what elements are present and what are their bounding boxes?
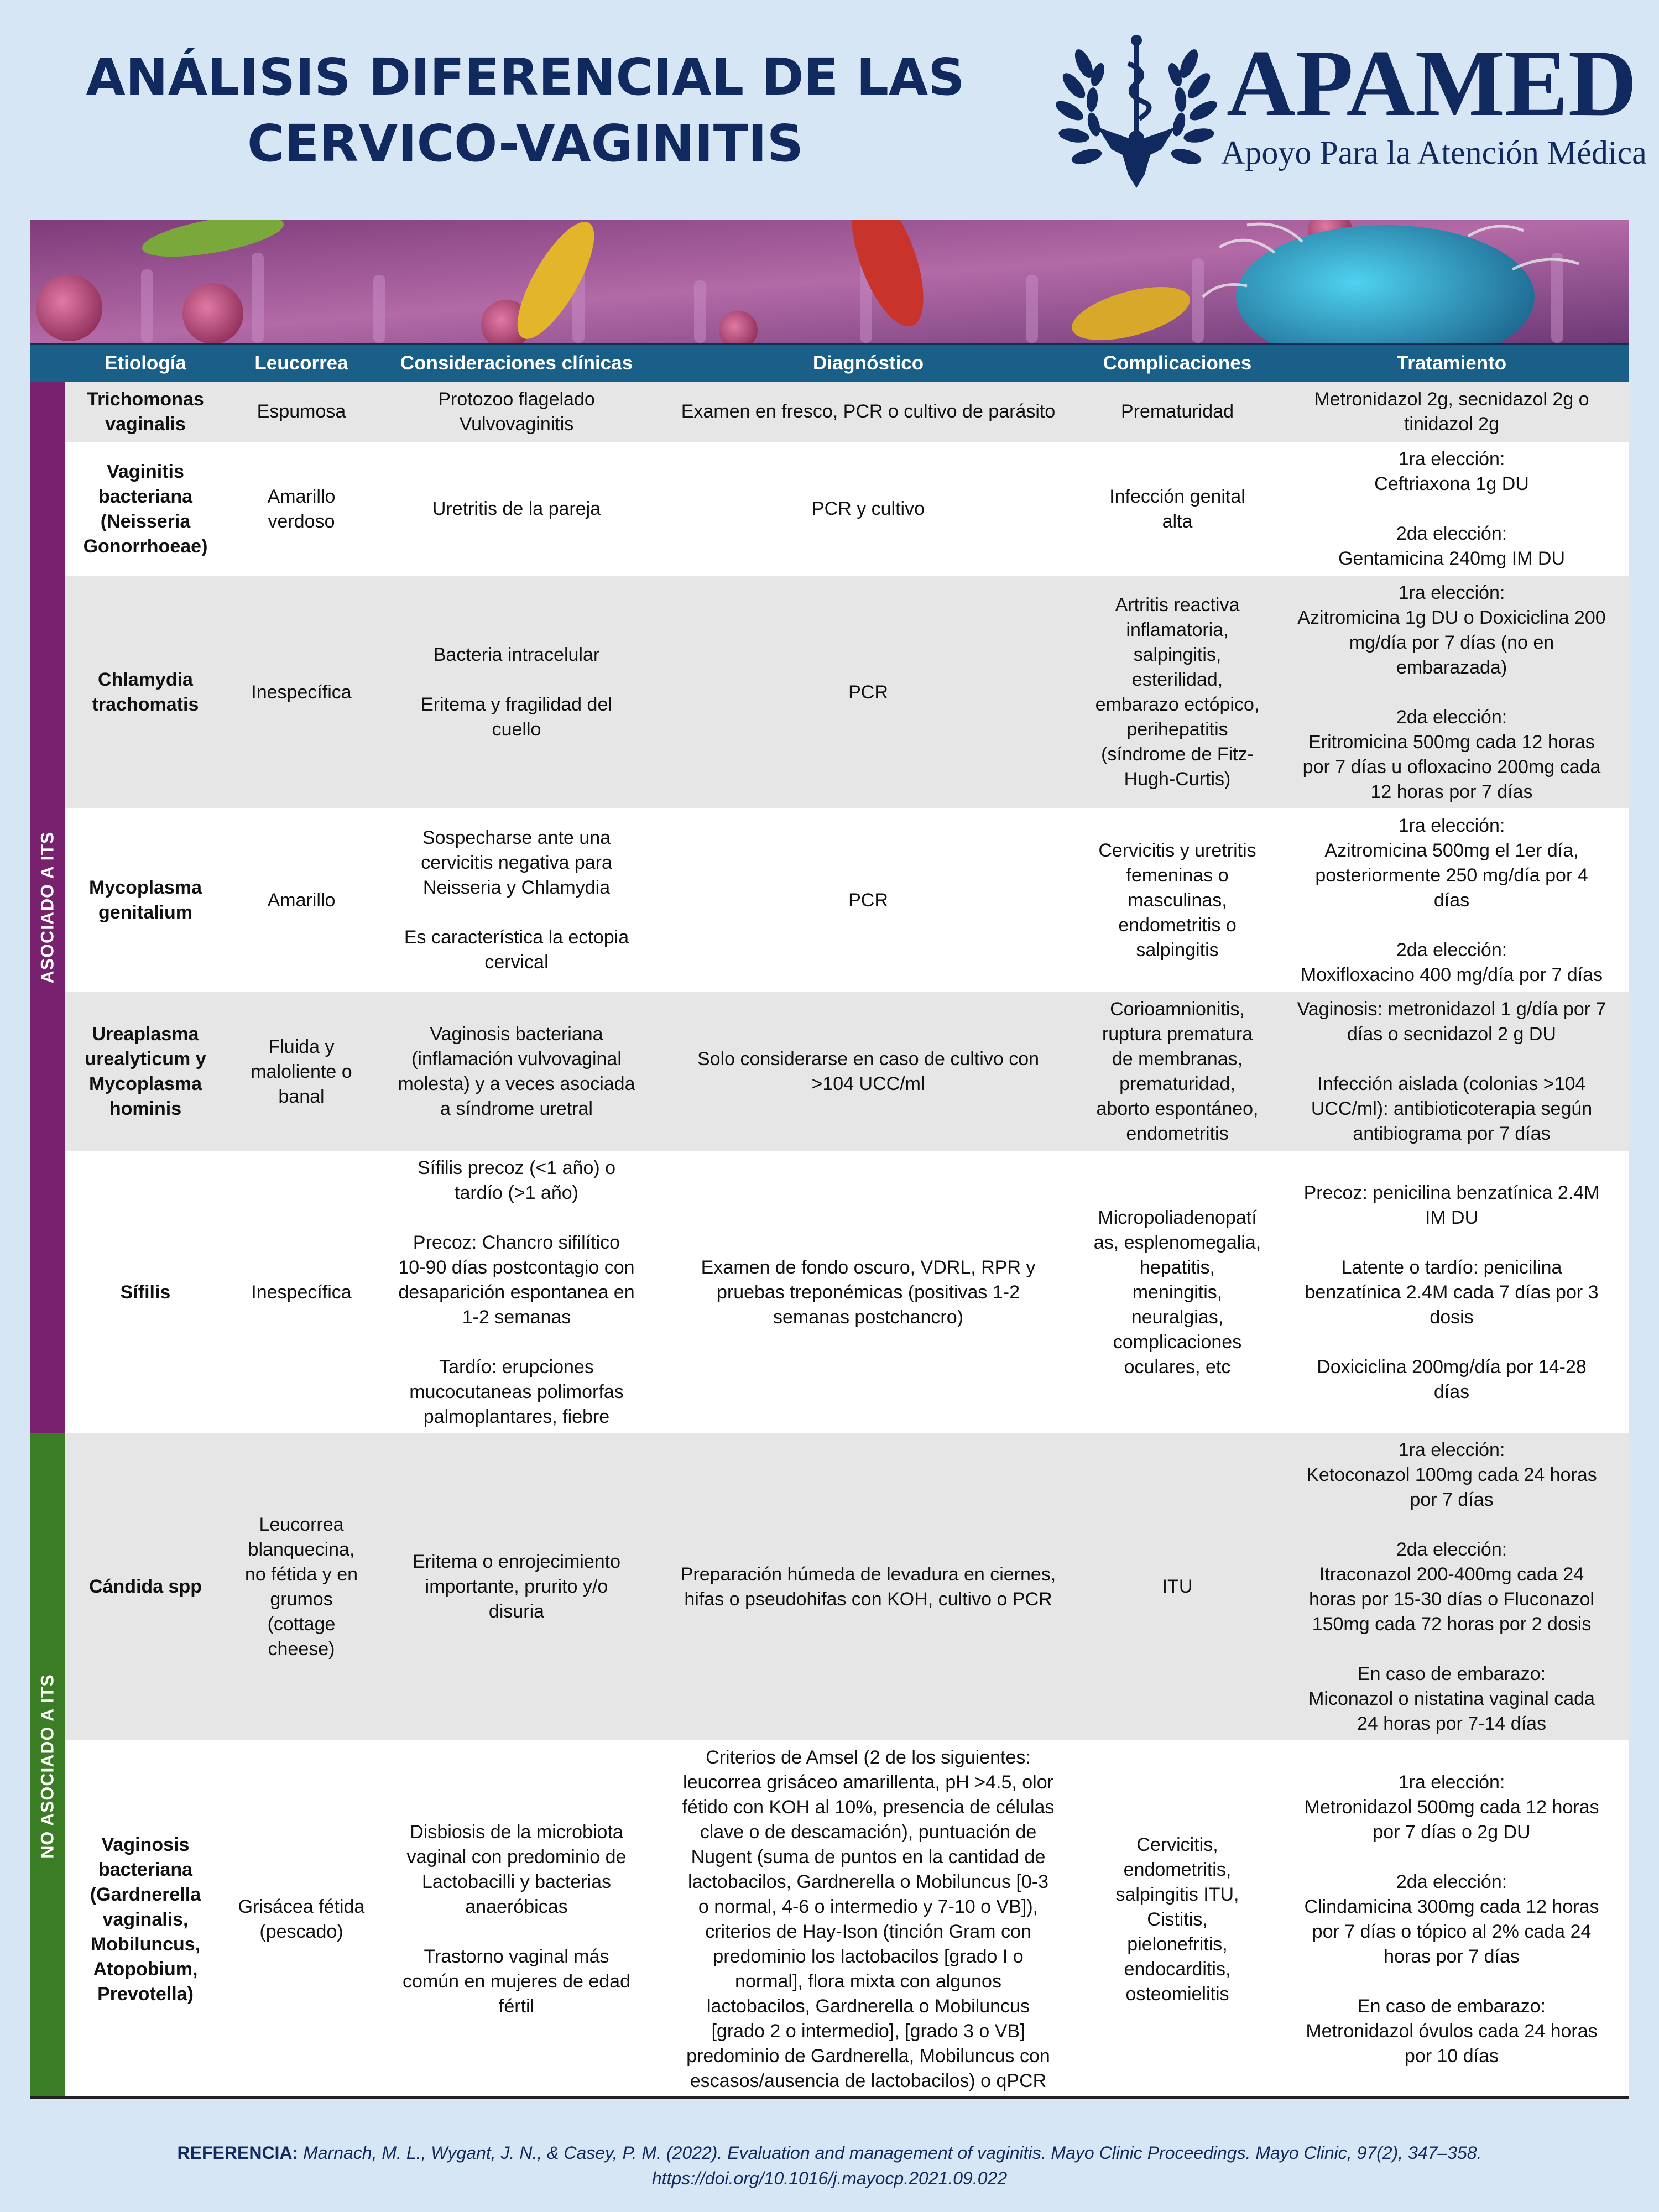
microbes-banner-image bbox=[30, 220, 1629, 343]
cell-tratamiento: 1ra elección: Metronidazol 500mg cada 12 horas por 7 días o 2g DU 2da elección: Clindamicina 300mg cada 12 horas por 7 días o tópico al 2% cada 24 horas por 7 días En caso de embarazo: Metronidazol óvulos cada 24 horas por 10 días bbox=[1275, 1740, 1629, 2099]
group-band-no-its bbox=[30, 1433, 65, 2099]
cell-etiologia: Vaginosis bacteriana (Gardnerella vaginalis, Mobiluncus, Atopobium, Prevotella) bbox=[65, 1740, 226, 2099]
cell-complicaciones: Artritis reactiva inflamatoria, salpingitis, esterilidad, embarazo ectópico, perihepatitis (síndrome de Fitz- Hugh-Curtis) bbox=[1080, 576, 1275, 808]
cell-tratamiento: Metronidazol 2g, secnidazol 2g o tinidazol 2g bbox=[1275, 382, 1629, 442]
header-consideraciones: Consideraciones clínicas bbox=[377, 344, 656, 382]
cell-etiologia: Chlamydia trachomatis bbox=[65, 576, 226, 808]
table-bottom-rule bbox=[30, 2096, 1629, 2099]
cell-consideraciones: Eritema o enrojecimiento importante, prurito y/o disuria bbox=[377, 1433, 656, 1740]
cell-tratamiento: 1ra elección: Ketoconazol 100mg cada 24 horas por 7 días 2da elección: Itraconazol 200-400mg cada 24 horas por 15-30 días o Fluconazol 150mg cada 72 horas por 2 dosis En caso de embarazo: Miconazol o nistatina vaginal cada 24 horas por 7-14 días bbox=[1275, 1433, 1629, 1740]
caduceus-eagle-emblem-icon bbox=[1045, 30, 1228, 196]
cell-consideraciones: Vaginosis bacteriana (inflamación vulvovaginal molesta) y a veces asociada a síndrome uretral bbox=[377, 992, 656, 1151]
cell-tratamiento: 1ra elección: Ceftriaxona 1g DU 2da elección: Gentamicina 240mg IM DU bbox=[1275, 442, 1629, 576]
table-header-row bbox=[30, 344, 1629, 382]
header-tratamiento: Tratamiento bbox=[1275, 344, 1629, 382]
table-row bbox=[30, 1433, 1629, 1740]
cell-diagnostico: Criterios de Amsel (2 de los siguientes: leucorrea grisáceo amarillenta, pH >4.5, olor fétido con KOH al 10%, presencia de células clave o de descamación), puntuación de Nugent (suma de puntos en la cantidad de lactobacilos, Gardnerella o Mobiluncus [0-3 o normal, 4-6 o intermedio y 7-10 o VB]), criterios de Hay-Ison (tinción Gram con predominio los lactobacilos [grado I o normal], flora mixta con algunos lactobacilos, Gardnerella o Mobiluncus [grado 2 o intermedio], [grado 3 o VB] predominio de Gardnerella, Mobiluncus con escasos/ausencia de lactobacilos) o qPCR bbox=[656, 1740, 1080, 2099]
reference-label: REFERENCIA: bbox=[177, 2143, 299, 2163]
cell-complicaciones: Corioamnionitis, ruptura prematura de membranas, prematuridad, aborto espontáneo, endometritis bbox=[1080, 992, 1275, 1151]
cell-tratamiento: Precoz: penicilina benzatínica 2.4M IM DU Latente o tardío: penicilina benzatínica 2.4M cada 7 días por 3 dosis Doxiciclina 200mg/día por 14-28 días bbox=[1275, 1151, 1629, 1433]
table-row bbox=[30, 992, 1629, 1151]
cell-diagnostico: Examen en fresco, PCR o cultivo de parásito bbox=[656, 382, 1080, 442]
cell-complicaciones: Micropoliadenopatí as, esplenomegalia, hepatitis, meningitis, neuralgias, complicaciones oculares, etc bbox=[1080, 1151, 1275, 1433]
title-line-2: CERVICO-VAGINITIS bbox=[247, 114, 804, 173]
title-line-1: ANÁLISIS DIFERENCIAL DE LAS bbox=[86, 48, 965, 107]
cell-tratamiento: 1ra elección: Azitromicina 500mg el 1er día, posteriormente 250 mg/día por 4 días 2da elección: Moxifloxacino 400 mg/día por 7 días bbox=[1275, 808, 1629, 992]
differential-table bbox=[30, 343, 1629, 2099]
table-row bbox=[30, 576, 1629, 808]
cell-leucorrea: Espumosa bbox=[226, 382, 377, 442]
header-complicaciones: Complicaciones bbox=[1080, 344, 1275, 382]
cell-diagnostico: Examen de fondo oscuro, VDRL, RPR y pruebas treponémicas (positivas 1-2 semanas postchancro) bbox=[656, 1151, 1080, 1433]
cell-leucorrea: Amarillo bbox=[226, 808, 377, 992]
cell-etiologia: Mycoplasma genitalium bbox=[65, 808, 226, 992]
cell-consideraciones: Disbiosis de la microbiota vaginal con predominio de Lactobacilli y bacterias anaeróbicas Trastorno vaginal más común en mujeres de edad fértil bbox=[377, 1740, 656, 2099]
cell-diagnostico: Solo considerarse en caso de cultivo con >104 UCC/ml bbox=[656, 992, 1080, 1151]
table-row bbox=[30, 382, 1629, 442]
cell-leucorrea: Inespecífica bbox=[226, 1151, 377, 1433]
header-leucorrea: Leucorrea bbox=[226, 344, 377, 382]
cell-etiologia: Sífilis bbox=[65, 1151, 226, 1433]
cell-complicaciones: Prematuridad bbox=[1080, 382, 1275, 442]
cell-leucorrea: Grisácea fétida (pescado) bbox=[226, 1740, 377, 2099]
logo-wordmark: APAMED bbox=[1227, 31, 1637, 136]
group-band-its bbox=[30, 382, 65, 1433]
table-row bbox=[30, 442, 1629, 576]
cell-diagnostico: PCR bbox=[656, 808, 1080, 992]
group-label-no-its: NO ASOCIADO A ITS bbox=[37, 1673, 58, 1859]
header-diagnostico: Diagnóstico bbox=[656, 344, 1080, 382]
page-title bbox=[72, 44, 979, 177]
logo-tagline: Apoyo Para la Atención Médica bbox=[1221, 134, 1647, 171]
cell-complicaciones: ITU bbox=[1080, 1433, 1275, 1740]
cell-leucorrea: Inespecífica bbox=[226, 576, 377, 808]
group-label-its: ASOCIADO A ITS bbox=[37, 831, 58, 984]
reference-text: Marnach, M. L., Wygant, J. N., & Casey, P. M. (2022). Evaluation and management of vaginitis. Mayo Clinic Proceedings. Mayo Clinic, 97(2), 347–358. bbox=[303, 2143, 1482, 2163]
cell-complicaciones: Cervicitis y uretritis femeninas o masculinas, endometritis o salpingitis bbox=[1080, 808, 1275, 992]
cell-tratamiento: 1ra elección: Azitromicina 1g DU o Doxiciclina 200 mg/día por 7 días (no en embarazada) 2da elección: Eritromicina 500mg cada 12 horas por 7 días u ofloxacino 200mg cada 12 horas por 7 días bbox=[1275, 576, 1629, 808]
cell-complicaciones: Cervicitis, endometritis, salpingitis ITU, Cistitis, pielonefritis, endocarditis, osteomielitis bbox=[1080, 1740, 1275, 2099]
cell-consideraciones: Uretritis de la pareja bbox=[377, 442, 656, 576]
cell-complicaciones: Infección genital alta bbox=[1080, 442, 1275, 576]
cell-leucorrea: Fluida y maloliente o banal bbox=[226, 992, 377, 1151]
cell-diagnostico: PCR bbox=[656, 576, 1080, 808]
cell-consideraciones: Sífilis precoz (<1 año) o tardío (>1 año) Precoz: Chancro sifilítico 10-90 días postcontagio con desaparición espontanea en 1-2 semanas Tardío: erupciones mucocutaneas polimorfas palmoplantares, fiebre bbox=[377, 1151, 656, 1433]
table-row bbox=[30, 808, 1629, 992]
cell-etiologia: Vaginitis bacteriana (Neisseria Gonorrhoeae) bbox=[65, 442, 226, 576]
cell-consideraciones: Bacteria intracelular Eritema y fragilidad del cuello bbox=[377, 576, 656, 808]
header-spacer bbox=[30, 344, 65, 382]
reference-doi[interactable] bbox=[55, 2166, 1604, 2191]
table-row bbox=[30, 1740, 1629, 2099]
cell-leucorrea: Leucorrea blanquecina, no fétida y en grumos (cottage cheese) bbox=[226, 1433, 377, 1740]
cell-diagnostico: Preparación húmeda de levadura en ciernes, hifas o pseudohifas con KOH, cultivo o PCR bbox=[656, 1433, 1080, 1740]
cell-tratamiento: Vaginosis: metronidazol 1 g/día por 7 días o secnidazol 2 g DU Infección aislada (colonias >104 UCC/ml): antibioticoterapia según antibiograma por 7 días bbox=[1275, 992, 1629, 1151]
table-row bbox=[30, 1151, 1629, 1433]
cell-leucorrea: Amarillo verdoso bbox=[226, 442, 377, 576]
reference-doi-text[interactable]: https://doi.org/10.1016/j.mayocp.2021.09.022 bbox=[651, 2168, 1008, 2188]
cell-etiologia: Cándida spp bbox=[65, 1433, 226, 1740]
header-etiologia: Etiología bbox=[65, 344, 226, 382]
reference bbox=[55, 2140, 1604, 2191]
cell-consideraciones: Protozoo flagelado Vulvovaginitis bbox=[377, 382, 656, 442]
cell-etiologia: Ureaplasma urealyticum y Mycoplasma hominis bbox=[65, 992, 226, 1151]
cell-etiologia: Trichomonas vaginalis bbox=[65, 382, 226, 442]
cell-consideraciones: Sospecharse ante una cervicitis negativa para Neisseria y Chlamydia Es característica la ectopia cervical bbox=[377, 808, 656, 992]
cell-diagnostico: PCR y cultivo bbox=[656, 442, 1080, 576]
reference-citation bbox=[55, 2140, 1604, 2166]
